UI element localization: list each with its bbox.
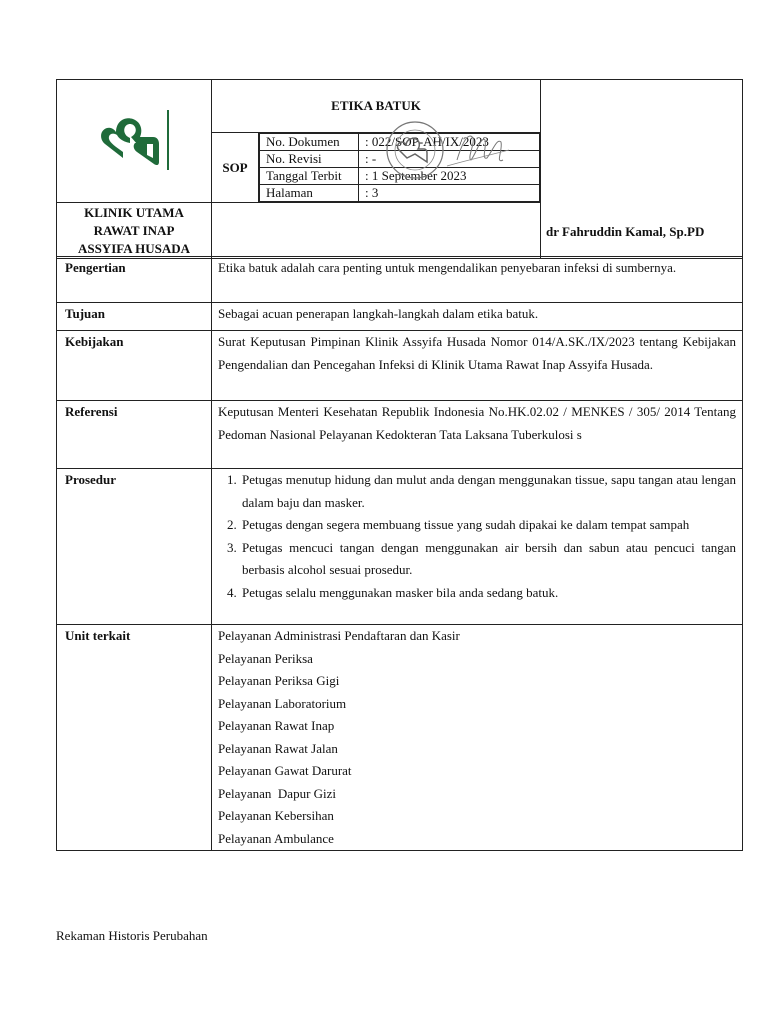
meta-value: : - bbox=[359, 151, 540, 168]
procedure-step: 4. Petugas selalu menggunakan masker bila anda sedang batuk. bbox=[240, 582, 736, 605]
meta-label: No. Revisi bbox=[260, 151, 359, 168]
stamp-cell bbox=[212, 203, 541, 259]
document-title: ETIKA BATUK bbox=[212, 80, 541, 133]
clinic-name-line: ASSYIFA HUSADA bbox=[77, 240, 191, 256]
sop-body-table bbox=[56, 256, 743, 851]
section-row bbox=[57, 303, 743, 331]
unit-item: Pelayanan Periksa Gigi bbox=[218, 673, 340, 688]
clinic-stamp-icon bbox=[377, 120, 517, 180]
unit-item: Pelayanan Rawat Jalan bbox=[218, 740, 338, 756]
unit-item: Pelayanan Rawat Inap bbox=[218, 718, 335, 733]
section-label: Pengertian bbox=[57, 257, 212, 303]
procedure-step: 2. Petugas dengan segera membuang tissue yang sudah dipakai ke dalam tempat sampah bbox=[240, 514, 736, 537]
section-label: Prosedur bbox=[57, 469, 212, 625]
meta-value: : 022/SOP-AH/IX/2023 bbox=[359, 134, 540, 151]
section-row bbox=[57, 401, 743, 469]
procedure-list bbox=[218, 469, 736, 604]
section-text: Keputusan Menteri Kesehatan Republik Indonesia No.HK.02.02 / MENKES / 305/ 2014 Tentang Pedoman Nasional Pelayanan Kedokteran Tata Laksana Tuberkulosi s bbox=[212, 401, 743, 469]
section-label: Tujuan bbox=[57, 303, 212, 331]
section-label: Kebijakan bbox=[57, 331, 212, 401]
unit-item: Pelayanan Administrasi Pendaftaran dan Kasir bbox=[218, 628, 460, 643]
section-text: Surat Keputusan Pimpinan Klinik Assyifa Husada Nomor 014/A.SK./IX/2023 tentang Kebijakan Pengendalian dan Pencegahan Infeksi di Klinik Utama Rawat Inap Assyifa Husada. bbox=[212, 331, 743, 401]
procedure-cell bbox=[212, 469, 743, 625]
logo-cell bbox=[57, 80, 212, 203]
section-row bbox=[57, 331, 743, 401]
procedure-step: 1. Petugas menutup hidung dan mulut anda dengan menggunakan tissue, sapu tangan atau lengan dalam baju dan masker. bbox=[240, 469, 736, 514]
section-row bbox=[57, 625, 743, 851]
signatory-name: dr Fahruddin Kamal, Sp.PD bbox=[546, 224, 705, 239]
clinic-name-line: KLINIK UTAMA bbox=[84, 204, 184, 220]
unit-list bbox=[212, 625, 743, 851]
section-label: Unit terkait bbox=[57, 625, 212, 851]
unit-item: Pelayanan Ambulance bbox=[218, 830, 334, 846]
section-text: Etika batuk adalah cara penting untuk mengendalikan penyebaran infeksi di sumbernya. bbox=[212, 257, 743, 303]
procedure-step: 3. Petugas mencuci tangan dengan menggunakan air bersih dan sabun atau pencuci tangan berbasis alcohol sesuai prosedur. bbox=[240, 537, 736, 582]
section-label: Referensi bbox=[57, 401, 212, 469]
unit-item: Pelayanan Periksa bbox=[218, 650, 313, 666]
meta-label: Tanggal Terbit bbox=[260, 168, 359, 185]
clinic-name-line: RAWAT INAP bbox=[93, 222, 175, 238]
meta-value: : 1 September 2023 bbox=[359, 168, 540, 185]
footer-note: Rekaman Historis Perubahan bbox=[56, 928, 208, 943]
section-row bbox=[57, 257, 743, 303]
clinic-name bbox=[57, 203, 212, 259]
unit-item: Pelayanan Gawat Darurat bbox=[218, 763, 352, 778]
unit-item: Pelayanan Dapur Gizi bbox=[218, 785, 337, 801]
unit-item: Pelayanan Laboratorium bbox=[218, 695, 347, 711]
unit-item: Pelayanan Kebersihan bbox=[218, 808, 334, 823]
clinic-logo-icon bbox=[97, 108, 177, 174]
meta-label: Halaman bbox=[260, 185, 359, 202]
meta-row bbox=[260, 185, 540, 202]
meta-value: : 3 bbox=[359, 185, 540, 202]
sop-label: SOP bbox=[212, 133, 259, 203]
section-text: Sebagai acuan penerapan langkah-langkah dalam etika batuk. bbox=[212, 303, 743, 331]
meta-label: No. Dokumen bbox=[260, 134, 359, 151]
section-row bbox=[57, 469, 743, 625]
sop-body bbox=[56, 256, 742, 851]
